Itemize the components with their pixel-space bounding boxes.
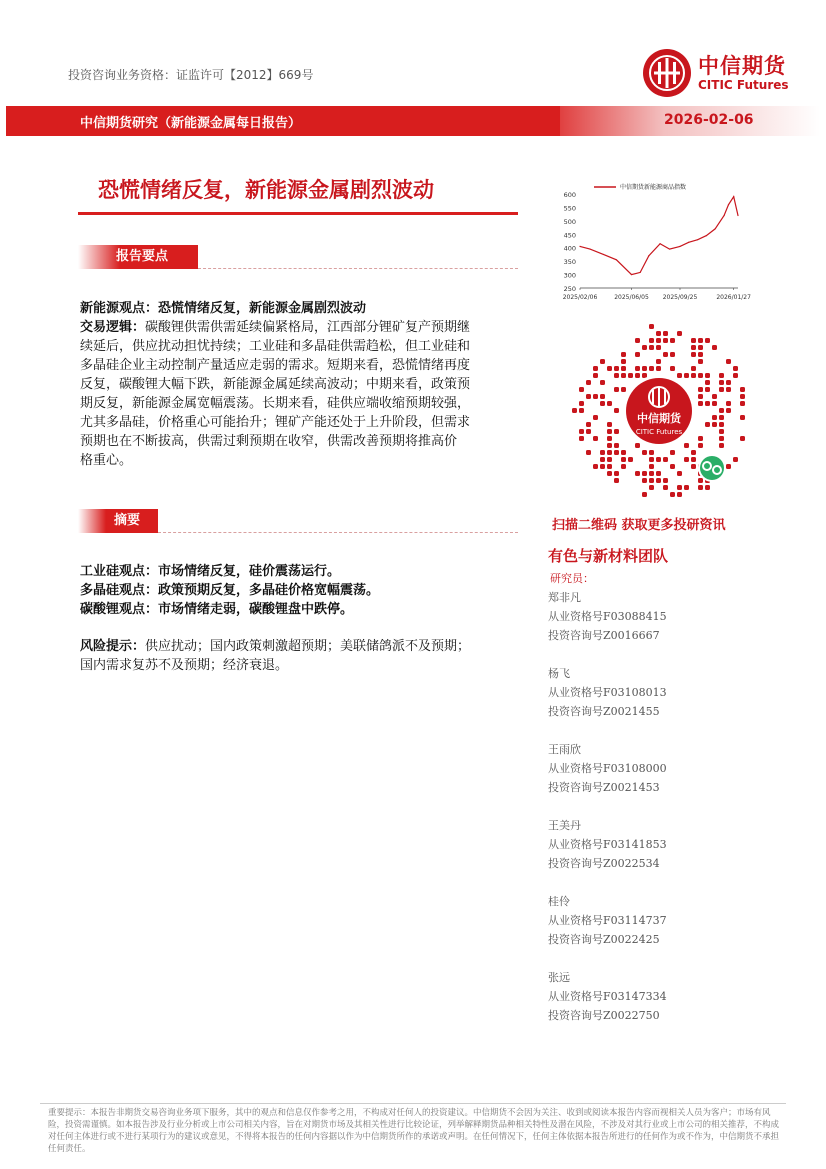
logic-line-2: 多晶硅企业主动控制产量适应走弱的需求。短期来看，恐慌情绪再度 — [80, 358, 471, 373]
researcher-list — [548, 588, 667, 1044]
data-point — [688, 242, 689, 243]
legend-label: 中信期货新能源商品指数 — [620, 184, 687, 191]
index-line-chart — [552, 180, 762, 310]
researcher-label: 研究员： — [550, 572, 594, 585]
researcher-entry: 张远 从业资格号F03147334 投资咨询号Z0022750 — [548, 971, 667, 1022]
qr-center-cn: 中信期货 — [637, 412, 681, 425]
data-point — [706, 235, 707, 236]
report-date: 2026-02-06 — [664, 112, 754, 128]
summary-body — [80, 562, 520, 675]
viewpoint-line: 新能源观点：恐慌情绪反复，新能源金属剧烈波动 — [80, 301, 367, 316]
report-points-body — [80, 299, 520, 470]
logic-line-4: 期反复，新能源金属宽幅震荡。长期来看，硅供应端收缩预期较强， — [80, 396, 471, 411]
section-tag-report-points — [78, 245, 198, 269]
qr-code[interactable] — [566, 318, 752, 508]
footer-divider — [40, 1103, 786, 1104]
y-tick-label: 400 — [563, 244, 576, 253]
logic-line-1: 续延后，供应扰动担忧持续；工业硅和多晶硅供需趋松，但工业硅和 — [80, 339, 471, 354]
summary-item: 工业硅观点：市场情绪反复，硅价震荡运行。 — [80, 564, 341, 579]
data-point — [679, 246, 680, 247]
logo-chinese-name: 中信期货 — [698, 54, 786, 78]
y-tick-label: 500 — [563, 217, 576, 226]
team-name: 有色与新材料团队 — [548, 547, 669, 565]
qr-caption: 扫描二维码 获取更多投研资讯 — [552, 518, 726, 533]
logic-line-7: 格重心。 — [80, 453, 133, 468]
section-divider — [158, 532, 518, 533]
summary-item: 碳酸锂观点：市场情绪走弱，碳酸锂盘中跌停。 — [80, 602, 354, 617]
data-point — [714, 228, 715, 229]
data-point — [616, 259, 617, 260]
data-point — [603, 254, 604, 255]
data-point — [733, 196, 734, 197]
section-tag-label: 摘要 — [114, 513, 141, 528]
section-divider — [198, 268, 518, 269]
disclaimer-text: 重要提示：本报告非期货交易咨询业务项下服务，其中的观点和信息仅作参考之用，不构成对任何人的投资建议。中信期货不会因为关注、收到或阅读本报告内容而视相关人员为客户；市场有风险，投资需谨慎。如本报告涉及行业分析或上市公司相关内容，旨在对期货市场及其相关性进行比较论证，列举解释期货品种相关特性及潜在风险，不涉及对其行业或上市公司的相关推荐，不构成对任何主体进行或不进行某项行为的建议或意见，不得将本报告的任何内容据以作为中信期货所作的承诺或声明。在任何情况下，任何主体依据本报告所进行的任何作为或不作为，中信期货不承担任何责任。 — [48, 1108, 780, 1154]
researcher-entry: 郑非凡 从业资格号F03088415 投资咨询号Z0016667 — [548, 591, 667, 642]
data-point — [697, 239, 698, 240]
risk-line-1: 风险提示：供应扰动；国内政策刺激超预期；美联储鸽派不及预期； — [80, 639, 471, 654]
summary-item: 多晶硅观点：政策预期反复，多晶硅价格宽幅震荡。 — [80, 583, 380, 598]
qr-center-en: CITIC Futures — [635, 428, 683, 436]
logic-line-6: 预期也在不断拔高，供需过剩预期在收窄，供需改善预期将推高价 — [80, 434, 458, 449]
y-tick-label: 550 — [563, 204, 576, 213]
logic-line-3: 反复，碳酸锂大幅下跌，新能源金属延续高波动；中期来看，政策预 — [80, 377, 471, 392]
citic-logo-icon — [641, 47, 693, 99]
y-tick-label: 250 — [563, 285, 576, 293]
risk-line-2: 国内需求复苏不及预期；经济衰退。 — [80, 658, 289, 673]
section-tag-label: 报告要点 — [116, 249, 169, 264]
banner-title: 中信期货研究（新能源金属每日报告） — [80, 116, 302, 131]
y-tick-label: 450 — [563, 231, 576, 240]
report-title: 恐慌情绪反复，新能源金属剧烈波动 — [98, 178, 434, 202]
x-tick-label: 2025/02/06 — [562, 294, 598, 301]
y-tick-label: 350 — [563, 258, 576, 267]
researcher-entry: 桂伶 从业资格号F03114737 投资咨询号Z0022425 — [548, 895, 667, 946]
y-tick-label: 300 — [563, 271, 576, 280]
section-tag-summary — [78, 509, 158, 533]
data-point — [737, 215, 738, 216]
logic-line-0: 交易逻辑：碳酸锂供需供需延续偏紧格局，江西部分锂矿复产预期继 — [80, 320, 471, 335]
data-point — [631, 274, 632, 275]
data-point — [659, 243, 660, 244]
data-point — [640, 272, 641, 273]
x-tick-label: 2025/06/05 — [614, 294, 649, 301]
data-point — [589, 248, 590, 249]
y-tick-label: 600 — [563, 191, 576, 199]
data-point — [669, 248, 670, 249]
license-text: 投资咨询业务资格：证监许可【2012】669号 — [68, 68, 314, 82]
x-tick-label: 2026/01/27 — [716, 294, 751, 301]
researcher-entry: 王雨欣 从业资格号F03108000 投资咨询号Z0021453 — [548, 743, 667, 794]
x-tick-label: 2025/09/25 — [662, 294, 698, 301]
title-underline — [78, 212, 518, 215]
researcher-entry: 王美丹 从业资格号F03141853 投资咨询号Z0022534 — [548, 819, 667, 870]
data-point — [648, 255, 649, 256]
logic-line-5: 尤其多晶硅，价格重心可能抬升；锂矿产能还处于上升阶段，但需求 — [80, 415, 471, 430]
data-point — [728, 204, 729, 205]
logo-english-name: CITIC Futures — [698, 78, 789, 92]
data-point — [724, 215, 725, 216]
data-point — [579, 246, 580, 247]
researcher-entry: 杨飞 从业资格号F03108013 投资咨询号Z0021455 — [548, 667, 667, 718]
series-line — [580, 197, 738, 275]
